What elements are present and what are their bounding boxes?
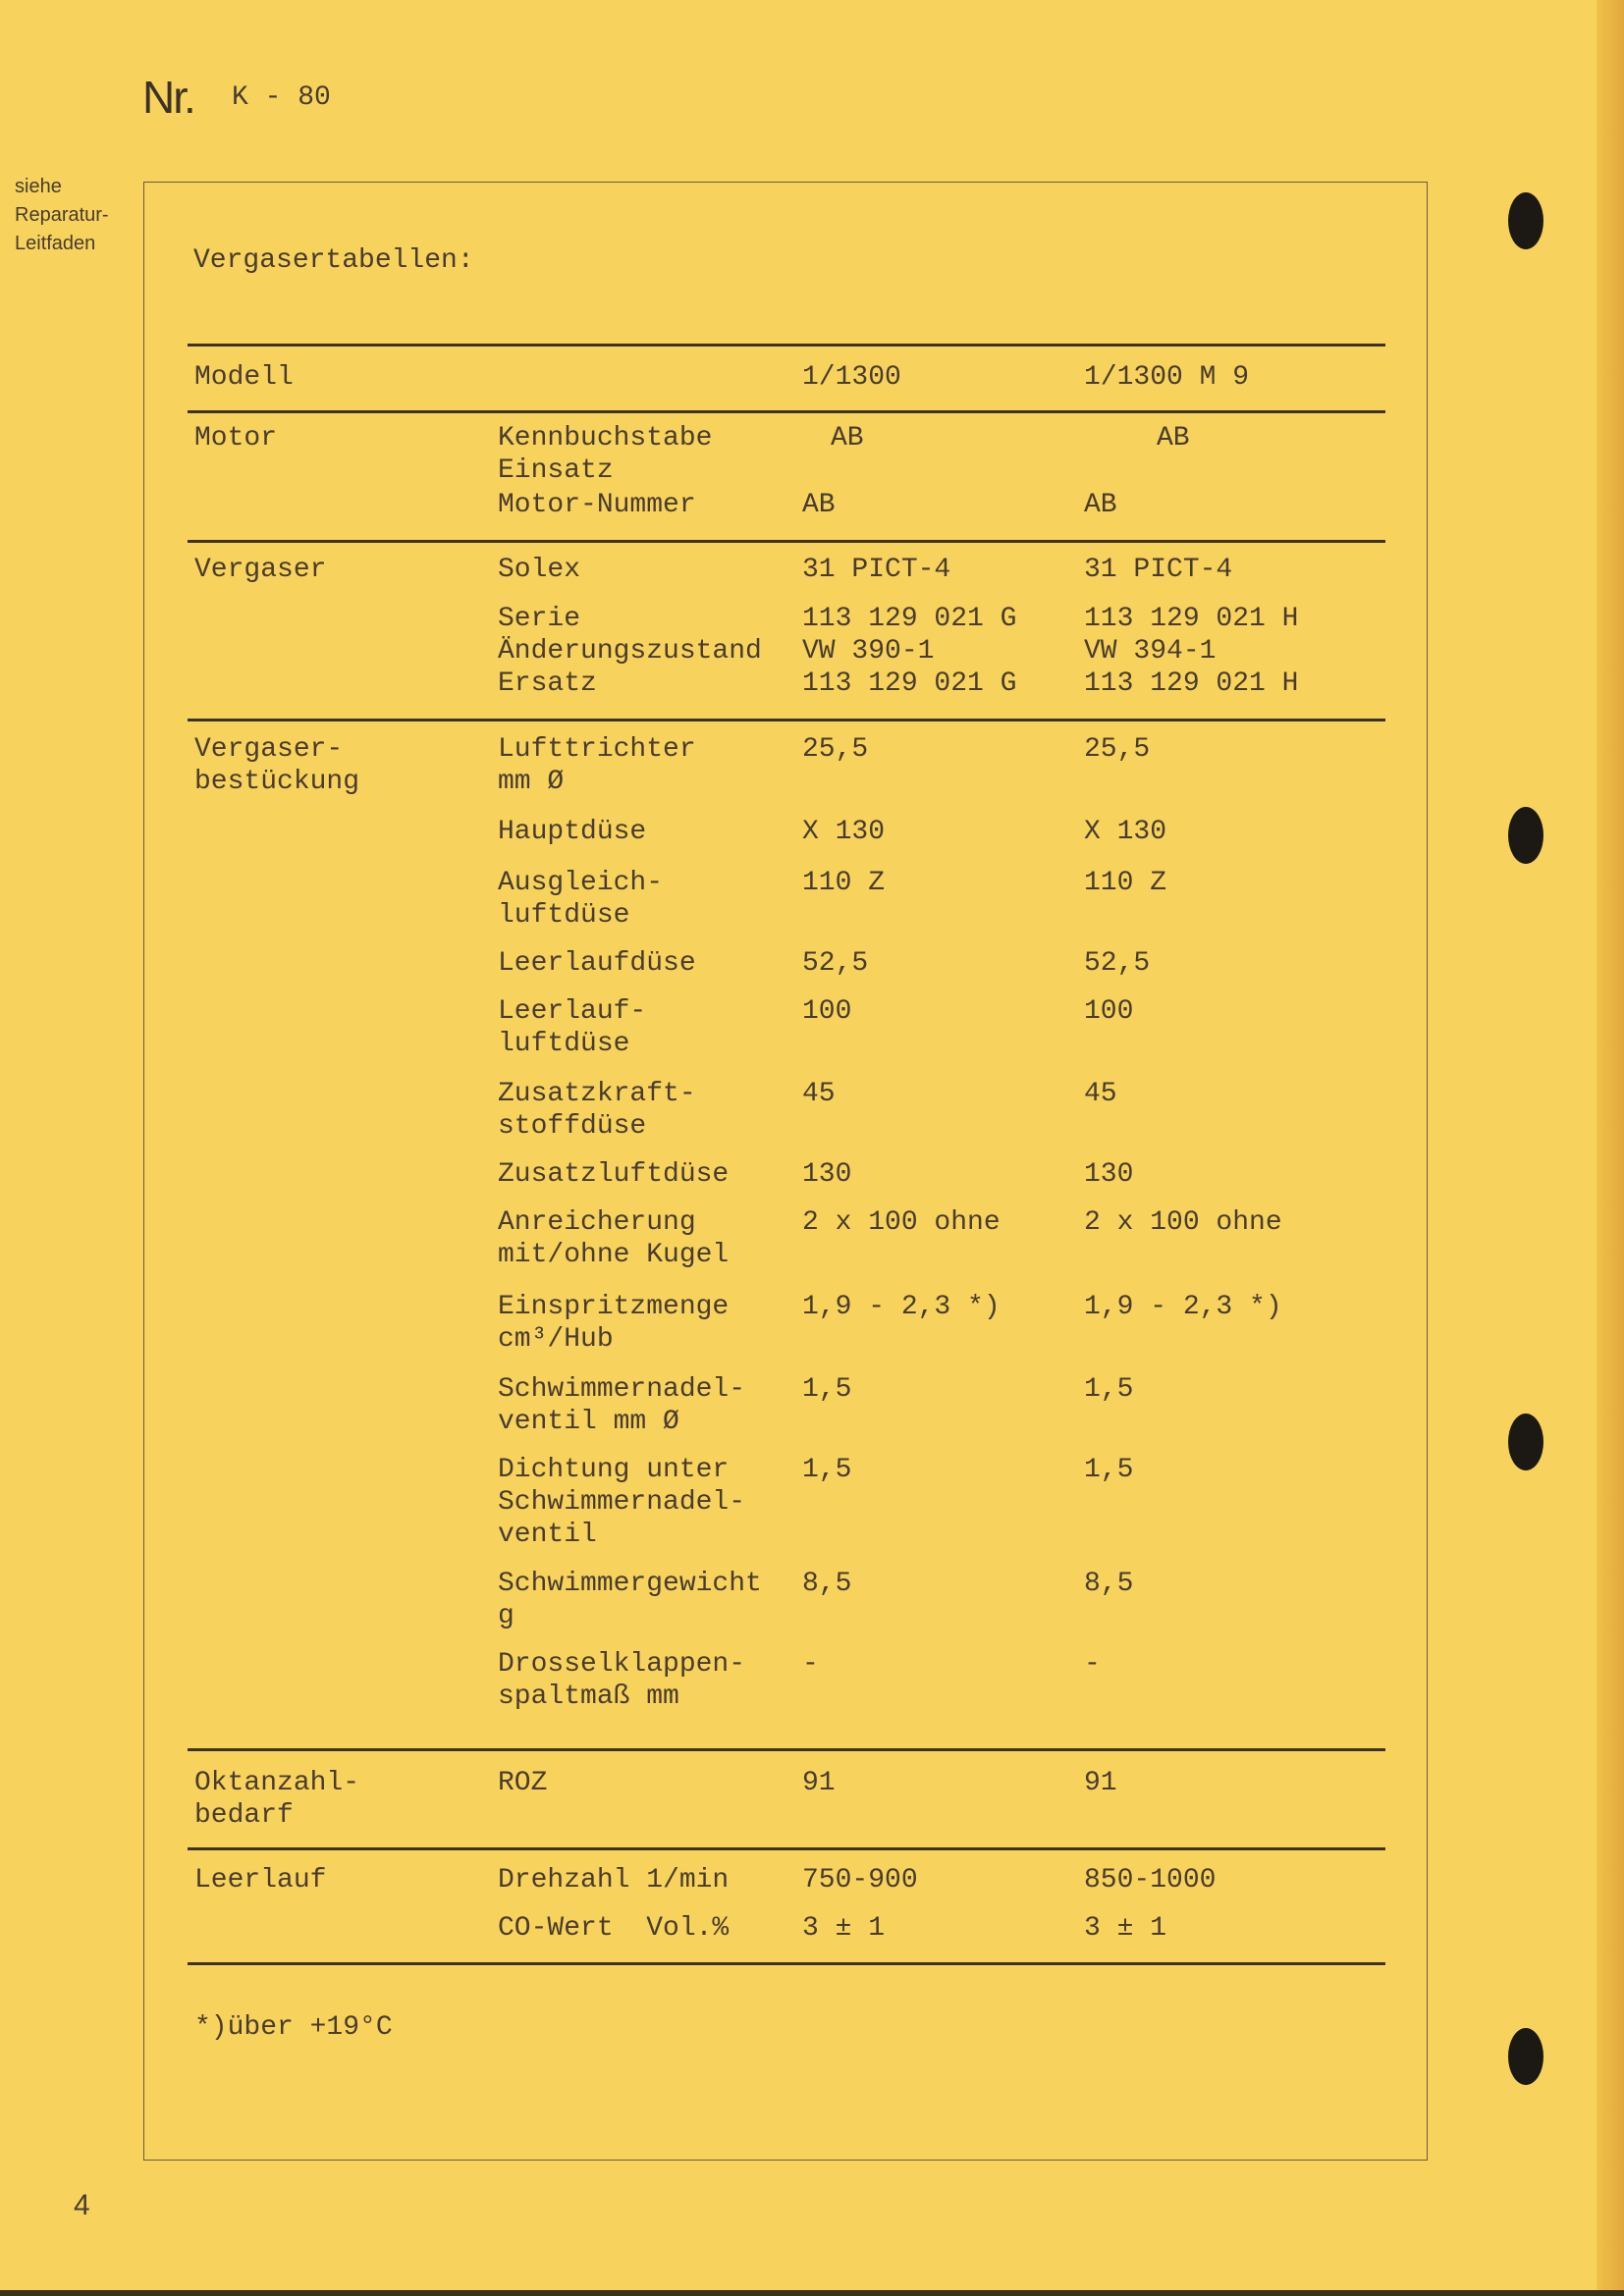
parameter-label: Leerlauf- luftdüse bbox=[498, 996, 647, 1059]
value-1-1300: 52,5 bbox=[802, 948, 869, 979]
value-1-1300-m9: 2 x 100 ohne bbox=[1084, 1207, 1282, 1238]
page-edge bbox=[1597, 0, 1624, 2296]
punch-hole bbox=[1508, 2028, 1543, 2085]
parameter-label: Zusatzluftdüse bbox=[498, 1159, 730, 1190]
value-1-1300: 750-900 bbox=[802, 1865, 918, 1896]
section-label: Modell bbox=[194, 362, 294, 393]
value-1-1300: 45 bbox=[802, 1079, 836, 1109]
section-label: Motor bbox=[194, 423, 278, 454]
table-rule bbox=[188, 410, 1385, 413]
value-1-1300: 130 bbox=[802, 1159, 852, 1190]
parameter-label: Ausgleich- luftdüse bbox=[498, 868, 664, 931]
value-1-1300-m9: 8,5 bbox=[1084, 1569, 1134, 1599]
value-1-1300: 8,5 bbox=[802, 1569, 852, 1599]
value-1-1300: 113 129 021 G VW 390-1 113 129 021 G bbox=[802, 604, 1017, 699]
document-number-label: Nr. bbox=[142, 72, 194, 123]
parameter-label: Schwimmernadel- ventil mm Ø bbox=[498, 1374, 746, 1437]
table-rule bbox=[188, 1962, 1385, 1965]
value-1-1300-m9: 1,5 bbox=[1084, 1455, 1134, 1485]
parameter-label: Solex bbox=[498, 555, 581, 585]
punch-hole bbox=[1508, 1414, 1543, 1470]
value-1-1300: 91 bbox=[802, 1768, 836, 1798]
parameter-label: Zusatzkraft- stoffdüse bbox=[498, 1079, 696, 1142]
parameter-label: Drosselklappen- spaltmaß mm bbox=[498, 1649, 746, 1712]
parameter-label: ROZ bbox=[498, 1768, 548, 1798]
section-label: Leerlauf bbox=[194, 1865, 327, 1896]
table-rule bbox=[188, 344, 1385, 347]
value-1-1300-m9: 91 bbox=[1084, 1768, 1117, 1798]
value-1-1300-m9: 850-1000 bbox=[1084, 1865, 1217, 1896]
value-1-1300: AB bbox=[802, 490, 836, 520]
value-1-1300-m9: AB bbox=[1084, 490, 1117, 520]
parameter-label: CO-Wert Vol.% bbox=[498, 1913, 730, 1944]
value-1-1300-m9: - bbox=[1084, 1649, 1101, 1680]
value-1-1300: 25,5 bbox=[802, 734, 869, 765]
value-1-1300-m9: 1/1300 M 9 bbox=[1084, 362, 1250, 393]
parameter-label: Kennbuchstabe Einsatz bbox=[498, 423, 713, 486]
value-1-1300: 3 ± 1 bbox=[802, 1913, 886, 1944]
table-rule bbox=[188, 1748, 1385, 1751]
value-1-1300: 1/1300 bbox=[802, 362, 901, 393]
value-1-1300-m9: 25,5 bbox=[1084, 734, 1151, 765]
punch-hole bbox=[1508, 192, 1543, 249]
value-1-1300: 1,5 bbox=[802, 1374, 852, 1405]
parameter-label: Leerlaufdüse bbox=[498, 948, 696, 979]
value-1-1300: - bbox=[802, 1649, 819, 1680]
document-number: K - 80 bbox=[232, 82, 331, 113]
value-1-1300-m9: 45 bbox=[1084, 1079, 1117, 1109]
value-1-1300-m9: 3 ± 1 bbox=[1084, 1913, 1167, 1944]
value-1-1300-m9: 100 bbox=[1084, 996, 1134, 1027]
scan-border bbox=[0, 2290, 1624, 2296]
punch-hole bbox=[1508, 807, 1543, 864]
table-rule bbox=[188, 719, 1385, 721]
value-1-1300-m9: 1,9 - 2,3 *) bbox=[1084, 1292, 1282, 1322]
parameter-label: Hauptdüse bbox=[498, 817, 647, 847]
value-1-1300-m9: X 130 bbox=[1084, 817, 1167, 847]
value-1-1300: 1,5 bbox=[802, 1455, 852, 1485]
value-1-1300-m9: 110 Z bbox=[1084, 868, 1167, 898]
value-1-1300-m9: 31 PICT-4 bbox=[1084, 555, 1233, 585]
table-rule bbox=[188, 540, 1385, 543]
page-number: 4 bbox=[74, 2189, 90, 2221]
value-1-1300-m9: 130 bbox=[1084, 1159, 1134, 1190]
value-1-1300: X 130 bbox=[802, 817, 886, 847]
value-1-1300-m9: 1,5 bbox=[1084, 1374, 1134, 1405]
parameter-label: Dichtung unter Schwimmernadel- ventil bbox=[498, 1455, 746, 1550]
section-label: Vergaser bbox=[194, 555, 327, 585]
side-note: siehe Reparatur- Leitfaden bbox=[15, 176, 109, 254]
value-1-1300: 31 PICT-4 bbox=[802, 555, 951, 585]
value-1-1300: 100 bbox=[802, 996, 852, 1027]
value-1-1300: 1,9 - 2,3 *) bbox=[802, 1292, 1001, 1322]
table-rule bbox=[188, 1847, 1385, 1850]
value-1-1300-m9: 52,5 bbox=[1084, 948, 1151, 979]
parameter-label: Lufttrichter mm Ø bbox=[498, 734, 696, 797]
parameter-label: Schwimmergewicht g bbox=[498, 1569, 762, 1631]
section-label: Vergaser- bestückung bbox=[194, 734, 360, 797]
content-frame bbox=[143, 182, 1428, 2161]
parameter-label: Einspritzmenge cm³/Hub bbox=[498, 1292, 730, 1355]
value-1-1300: AB bbox=[831, 423, 864, 454]
value-1-1300: 110 Z bbox=[802, 868, 886, 898]
value-1-1300-m9: 113 129 021 H VW 394-1 113 129 021 H bbox=[1084, 604, 1299, 699]
parameter-label: Drehzahl 1/min bbox=[498, 1865, 730, 1896]
footnote: *)über +19°C bbox=[194, 2012, 393, 2043]
page-title: Vergasertabellen: bbox=[193, 245, 474, 276]
value-1-1300: 2 x 100 ohne bbox=[802, 1207, 1001, 1238]
value-1-1300-m9: AB bbox=[1157, 423, 1190, 454]
section-label: Oktanzahl- bedarf bbox=[194, 1768, 360, 1831]
parameter-label: Motor-Nummer bbox=[498, 490, 696, 520]
parameter-label: Anreicherung mit/ohne Kugel bbox=[498, 1207, 730, 1270]
parameter-label: Serie Änderungszustand Ersatz bbox=[498, 604, 762, 699]
